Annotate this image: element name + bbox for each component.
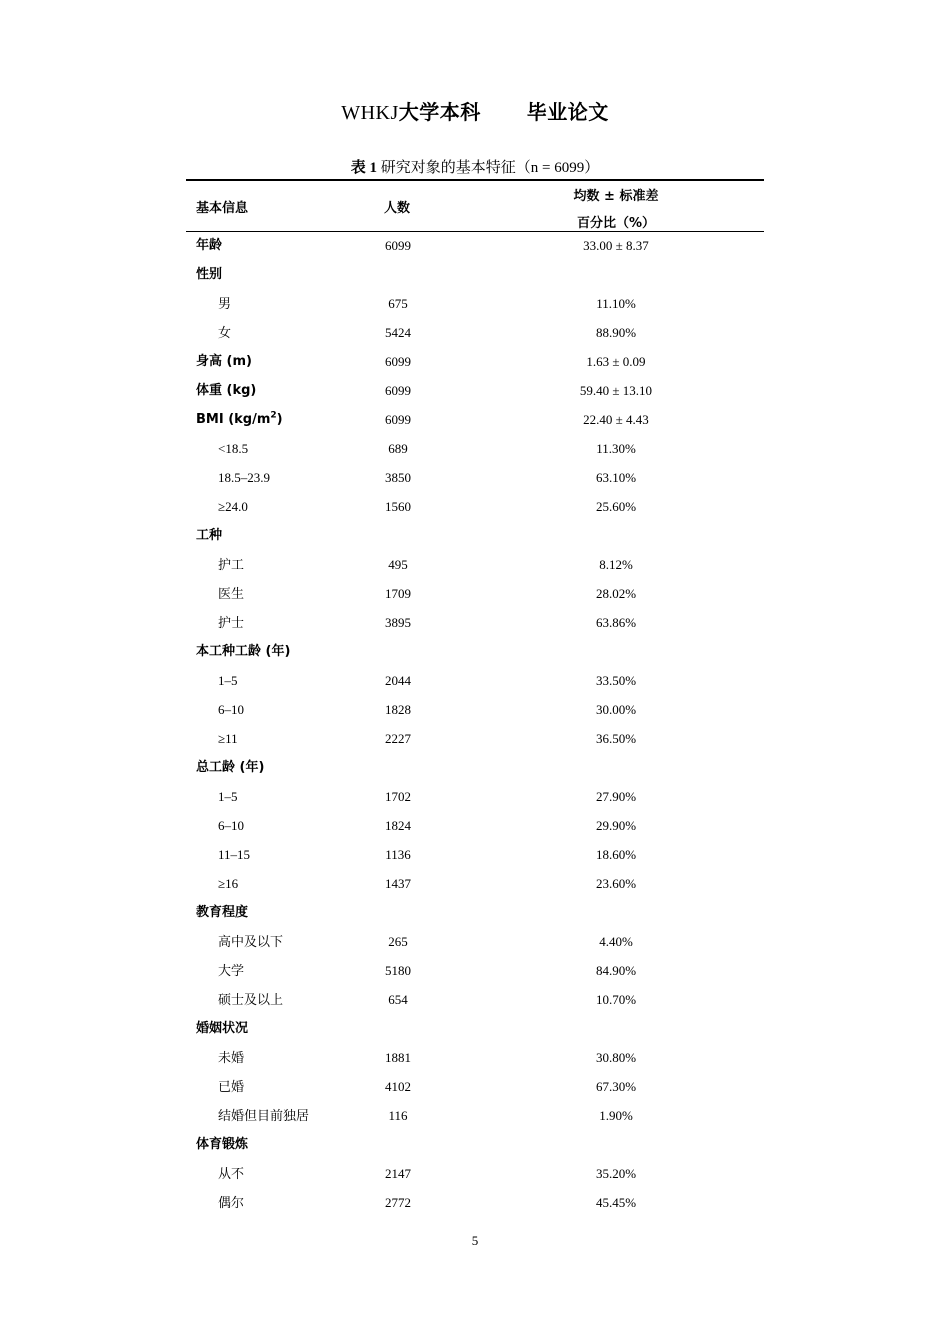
row-label-text: ≥11 [218, 731, 238, 746]
page-number: 5 [471, 1233, 479, 1248]
row-value: 33.50% [595, 673, 637, 688]
header-type: 毕业论文 [526, 100, 609, 124]
row-label [196, 267, 222, 283]
table-row [186, 289, 764, 318]
row-count: 3850 [385, 470, 411, 485]
row-count: 2147 [385, 1166, 411, 1181]
row-label-text: 总工龄 (年) [196, 760, 265, 775]
row-count: 1709 [385, 586, 411, 601]
table-row [186, 811, 764, 840]
row-value: 63.86% [595, 615, 637, 630]
row-sublabel [218, 325, 231, 341]
row-label-text: 从不 [218, 1166, 245, 1181]
table-row [186, 782, 764, 811]
table-row [186, 1072, 764, 1101]
table-row [186, 318, 764, 347]
row-value: 67.30% [595, 1079, 637, 1094]
row-count: 3895 [385, 615, 411, 630]
row-label-text: 医生 [218, 586, 245, 601]
row-label-suffix: ) [276, 412, 283, 427]
row-label-text: 11–15 [218, 847, 251, 862]
table-row [186, 898, 764, 927]
row-value: 29.90% [595, 818, 637, 833]
row-count: 675 [388, 296, 408, 311]
row-sublabel [218, 296, 231, 312]
row-label-text: 6–10 [218, 818, 244, 833]
row-count: 2044 [385, 673, 411, 688]
row-label-text: 男 [218, 296, 232, 311]
row-sublabel [218, 499, 248, 515]
row-label-text: 年龄 [196, 238, 223, 253]
row-sublabel [218, 1050, 244, 1066]
row-label [196, 238, 222, 254]
row-label [196, 528, 222, 544]
table-body [186, 231, 764, 1217]
table-row [186, 405, 764, 434]
row-label-superscript: 2 [270, 410, 277, 421]
row-label [196, 905, 248, 921]
row-count: 1702 [385, 789, 411, 804]
column-header-value-line1: 均数 ± 标准差 [573, 189, 659, 204]
row-sublabel [218, 876, 238, 892]
row-count: 4102 [385, 1079, 411, 1094]
row-value: 45.45% [595, 1195, 637, 1210]
table-row [186, 985, 764, 1014]
table-row [186, 869, 764, 898]
table-row [186, 231, 764, 260]
table-row [186, 753, 764, 782]
table-caption [0, 156, 950, 177]
row-count: 116 [388, 1108, 408, 1123]
row-value: 22.40 ± 4.43 [583, 412, 649, 427]
row-value: 28.02% [595, 586, 637, 601]
row-label [196, 760, 264, 776]
row-value: 11.10% [596, 296, 636, 311]
table-row [186, 463, 764, 492]
row-value: 1.63 ± 0.09 [586, 354, 646, 369]
table-row [186, 637, 764, 666]
row-label-text: BMI (kg/m [196, 412, 271, 427]
row-count: 5180 [385, 963, 411, 978]
row-count: 654 [388, 992, 408, 1007]
row-label-text: 女 [218, 325, 232, 340]
row-sublabel [218, 789, 238, 805]
table-top-rule [186, 179, 764, 181]
column-header-info: 基本信息 [196, 201, 249, 216]
row-label [196, 383, 256, 399]
row-value: 59.40 ± 13.10 [579, 383, 653, 398]
row-sublabel [218, 441, 248, 457]
row-sublabel [218, 1166, 244, 1182]
row-label-text: 教育程度 [196, 905, 249, 920]
row-label [196, 412, 283, 428]
row-label-text: 护工 [218, 557, 245, 572]
row-count: 495 [388, 557, 408, 572]
row-sublabel [218, 470, 270, 486]
row-label-text: 工种 [196, 528, 223, 543]
row-sublabel [218, 818, 244, 834]
row-label-text: 1–5 [218, 673, 238, 688]
row-sublabel [218, 847, 250, 863]
row-value: 36.50% [595, 731, 637, 746]
running-header [0, 96, 950, 125]
row-label [196, 1021, 248, 1037]
row-sublabel [218, 992, 283, 1008]
row-label [196, 644, 290, 660]
table-row [186, 492, 764, 521]
table-row [186, 260, 764, 289]
row-count: 1824 [385, 818, 411, 833]
table-row [186, 1188, 764, 1217]
row-value: 84.90% [595, 963, 637, 978]
row-value: 27.90% [595, 789, 637, 804]
row-sublabel [218, 731, 238, 747]
row-label-text: 1–5 [218, 789, 238, 804]
row-sublabel [218, 673, 238, 689]
row-label-text: 性别 [196, 267, 223, 282]
row-count: 689 [388, 441, 408, 456]
column-header-count: 人数 [384, 201, 411, 216]
row-value: 88.90% [595, 325, 637, 340]
row-value: 18.60% [595, 847, 637, 862]
table-row [186, 608, 764, 637]
row-count: 6099 [385, 238, 411, 253]
row-label-text: 婚姻状况 [196, 1021, 249, 1036]
row-label-text: 硕士及以上 [218, 992, 284, 1007]
row-count: 5424 [385, 325, 411, 340]
table-row [186, 1101, 764, 1130]
row-label-text: 大学 [218, 963, 245, 978]
row-value: 23.60% [595, 876, 637, 891]
row-value: 33.00 ± 8.37 [583, 238, 649, 253]
table-row [186, 1014, 764, 1043]
row-label-text: 体育锻炼 [196, 1137, 249, 1152]
row-sublabel [218, 557, 244, 573]
row-value: 25.60% [595, 499, 637, 514]
row-label-text: 身高 (m) [196, 354, 252, 369]
table-row [186, 434, 764, 463]
row-label-text: 体重 (kg) [196, 383, 257, 398]
row-count: 265 [388, 934, 408, 949]
row-sublabel [218, 934, 283, 950]
row-label-text: 6–10 [218, 702, 244, 717]
table-row [186, 840, 764, 869]
row-count: 1136 [385, 847, 411, 862]
row-sublabel [218, 1108, 309, 1124]
table-row [186, 521, 764, 550]
table-row [186, 1130, 764, 1159]
row-count: 6099 [385, 383, 411, 398]
row-label-text: 高中及以下 [218, 934, 284, 949]
row-count: 1881 [385, 1050, 411, 1065]
column-header-value-line2: 百分比（%） [576, 216, 656, 231]
table-row [186, 695, 764, 724]
row-count: 1560 [385, 499, 411, 514]
row-value: 63.10% [595, 470, 637, 485]
row-count: 2772 [385, 1195, 411, 1210]
table-row [186, 927, 764, 956]
row-sublabel [218, 963, 244, 979]
row-sublabel [218, 702, 244, 718]
row-sublabel [218, 1079, 244, 1095]
row-label-text: 本工种工龄 (年) [196, 644, 291, 659]
table-row [186, 1159, 764, 1188]
row-label-text: 偶尔 [218, 1195, 245, 1210]
table-row [186, 1043, 764, 1072]
row-label-text: <18.5 [218, 441, 249, 456]
row-label-text: ≥16 [218, 876, 239, 891]
row-sublabel [218, 1195, 244, 1211]
header-latin: WHKJ [341, 102, 399, 124]
row-count: 6099 [385, 412, 411, 427]
row-value: 8.12% [599, 557, 633, 572]
row-count: 6099 [385, 354, 411, 369]
row-value: 30.00% [595, 702, 637, 717]
table-row [186, 347, 764, 376]
row-value: 1.90% [599, 1108, 633, 1123]
row-label [196, 1137, 248, 1153]
table-row [186, 956, 764, 985]
header-school: 大学本科 [398, 100, 481, 124]
row-value: 4.40% [599, 934, 633, 949]
row-label-text: 18.5–23.9 [218, 470, 270, 485]
row-count: 1437 [385, 876, 411, 891]
row-label-text: 未婚 [218, 1050, 245, 1065]
row-label [196, 354, 252, 370]
row-label-text: ≥24.0 [218, 499, 248, 514]
caption-text: 研究对象的基本特征（n = 6099） [380, 160, 600, 176]
row-label-text: 已婚 [218, 1079, 245, 1094]
row-sublabel [218, 615, 244, 631]
table-row [186, 666, 764, 695]
caption-label: 表 1 [350, 160, 378, 176]
row-value: 30.80% [595, 1050, 637, 1065]
row-label-text: 护士 [218, 615, 245, 630]
row-value: 35.20% [595, 1166, 637, 1181]
row-sublabel [218, 586, 244, 602]
row-value: 10.70% [595, 992, 637, 1007]
row-count: 2227 [385, 731, 411, 746]
row-label-text: 结婚但目前独居 [218, 1108, 310, 1123]
table-row [186, 579, 764, 608]
row-value: 11.30% [596, 441, 636, 456]
table-row [186, 376, 764, 405]
table-row [186, 724, 764, 753]
row-count: 1828 [385, 702, 411, 717]
table-row [186, 550, 764, 579]
